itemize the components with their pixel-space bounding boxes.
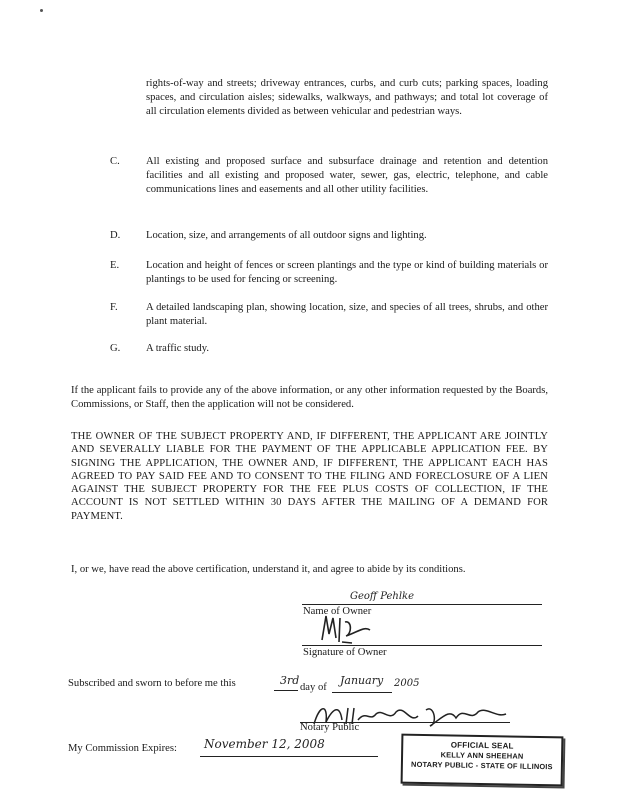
item-e-label: E. xyxy=(110,260,120,271)
scan-speck xyxy=(40,9,43,12)
item-g-text: A traffic study. xyxy=(146,343,209,354)
commission-label: My Commission Expires: xyxy=(68,743,177,754)
fee-notice: THE OWNER OF THE SUBJECT PROPERTY AND, IF DIFFERENT, THE APPLICANT ARE JOINTLY AND SEVERALLY LIABLE FOR THE PAYMENT OF THE APPLICABLE APPLICATION FEE. BY SIGNING THE APPLICATION, THE OWNER AND, IF DIFFERENT, THE APPLICANT EACH HAS AGREED TO PAY SAID FEE AND TO CONSENT TO THE FILING AND FORECLOSURE OF A LIEN AGAINST THE SUBJECT PROPERTY FOR THE FEE PLUS COSTS OF COLLECTION, IF THE ACCOUNT IS NOT SETTLED WITHIN 30 DAYS AFTER THE MAILING OF A DEMAND FOR PAYMENT. xyxy=(71,431,548,522)
oath-day-line xyxy=(274,690,298,691)
oath-month-line xyxy=(332,692,392,693)
oath-day-value: 3rd xyxy=(280,674,300,687)
oath-year-value: 2005 xyxy=(394,678,420,689)
commission-line xyxy=(200,756,378,757)
owner-signature-label: Signature of Owner xyxy=(303,647,387,658)
owner-name-label: Name of Owner xyxy=(303,606,372,617)
owner-printed-name: Geoff Pehlke xyxy=(350,591,415,602)
item-f-text: A detailed landscaping plan, showing location, size, and species of all trees, shrubs, and other plant material. xyxy=(146,302,548,327)
seal-name: KELLY ANN SHEEHAN xyxy=(440,750,524,761)
commission-value: November 12, 2008 xyxy=(204,737,325,751)
notary-label: Notary Public xyxy=(300,722,360,733)
official-seal-stamp xyxy=(401,734,564,787)
seal-title: OFFICIAL SEAL xyxy=(450,740,514,751)
list-continuation-text: rights-of-way and streets; driveway entrances, curbs, and curb cuts; parking spaces, loading spaces, and circulation aisles; sidewalks, walkways, and pathways; and total lot coverage of all circulation elements divided as between vehicular and pedestrian ways. xyxy=(146,78,548,117)
failure-notice: If the applicant fails to provide any of the above information, or any other information requested by the Boards, Commissions, or Staff, then the application will not be considered. xyxy=(71,385,548,410)
seal-state: NOTARY PUBLIC - STATE OF ILLINOIS xyxy=(410,759,553,772)
item-c-text: All existing and proposed surface and subsurface drainage and retention and detention facilities and all existing and proposed water, sewer, gas, electric, telephone, and cable communications lines and easements and all other utility facilities. xyxy=(146,156,548,195)
owner-signature-image xyxy=(312,612,382,648)
item-c-label: C. xyxy=(110,156,120,167)
item-d-label: D. xyxy=(110,230,121,241)
item-e-text: Location and height of fences or screen plantings and the type or kind of building materials or plantings to be used for fencing or screening. xyxy=(146,260,548,285)
oath-prefix: Subscribed and sworn to before me this xyxy=(68,678,236,689)
certification-statement: I, or we, have read the above certification, understand it, and agree to abide by its conditions. xyxy=(71,564,466,575)
oath-month-value: January xyxy=(340,674,384,687)
item-d-text: Location, size, and arrangements of all outdoor signs and lighting. xyxy=(146,230,427,241)
item-f-label: F. xyxy=(110,302,118,313)
oath-day-label: day of xyxy=(300,682,327,693)
item-g-label: G. xyxy=(110,343,121,354)
